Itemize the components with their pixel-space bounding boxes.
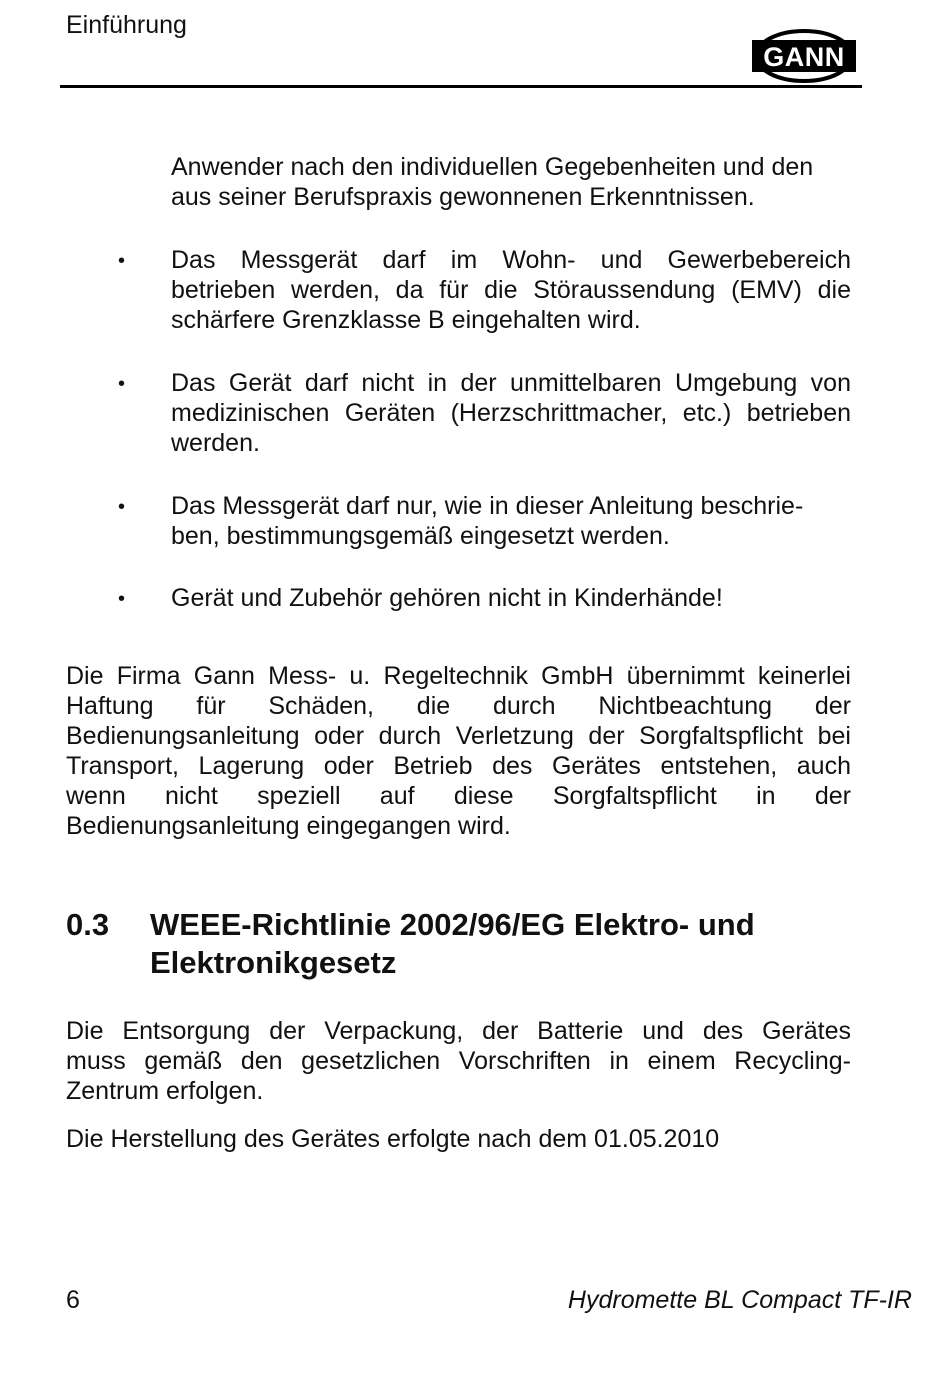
manufacture-date-text: Die Herstellung des Gerätes erfolgte nach dem 01.05.2010 [66, 1125, 720, 1153]
section-title-line-2: Elektronikgesetz [150, 945, 397, 980]
section-title-line-1: WEEE-Richtlinie 2002/96/EG Elektro- und [150, 907, 755, 942]
bullet-icon: • [118, 588, 126, 610]
disposal-line-3: Zentrum erfolgen. [66, 1077, 264, 1105]
gann-logo [752, 22, 856, 86]
svg-text:GANN: GANN [763, 42, 845, 72]
liability-line-4: Transport, Lagerung oder Betrieb des Gerätes entstehen, auch [66, 752, 851, 780]
section-number: 0.3 [66, 907, 110, 942]
bullet-3-line-2: ben, bestimmungsgemäß eingesetzt werden. [171, 522, 670, 550]
continuation-line-2: aus seiner Berufspraxis gewonnenen Erkenntnissen. [171, 183, 755, 211]
continuation-line-1: Anwender nach den individuellen Gegebenheiten und den [171, 153, 814, 181]
bullet-icon: • [118, 373, 126, 395]
liability-line-2: Haftung für Schäden, die durch Nichtbeachtung der [66, 692, 851, 720]
bullet-1-line-3: schärfere Grenzklasse B eingehalten wird. [171, 306, 641, 334]
bullet-2-line-1: Das Gerät darf nicht in der unmittelbaren Umgebung von [171, 369, 851, 397]
bullet-1-line-1: Das Messgerät darf im Wohn- und Gewerbebereich [171, 246, 851, 274]
bullet-icon: • [118, 496, 126, 518]
liability-line-3: Bedienungsanleitung oder durch Verletzung der Sorgfaltspflicht bei [66, 722, 851, 750]
liability-line-6: Bedienungsanleitung eingegangen wird. [66, 812, 511, 840]
bullet-icon: • [118, 250, 126, 272]
disposal-line-1: Die Entsorgung der Verpackung, der Batterie und des Gerätes [66, 1017, 851, 1045]
bullet-4-line-1: Gerät und Zubehör gehören nicht in Kinderhände! [171, 584, 723, 612]
bullet-1-line-2: betrieben werden, da für die Störaussendung (EMV) die [171, 276, 851, 304]
disposal-line-2: muss gemäß den gesetzlichen Vorschriften in einem Recycling- [66, 1047, 851, 1075]
bullet-3-line-1: Das Messgerät darf nur, wie in dieser Anleitung beschrie- [171, 492, 804, 520]
bullet-2-line-2: medizinischen Geräten (Herzschrittmacher, etc.) betrieben [171, 399, 851, 427]
page-number: 6 [66, 1286, 80, 1314]
liability-line-5: wenn nicht speziell auf diese Sorgfaltspflicht in der [66, 782, 851, 810]
footer-product-title: Hydromette BL Compact TF-IR [567, 1286, 912, 1314]
header-rule [60, 85, 862, 88]
bullet-2-line-3: werden. [171, 429, 260, 457]
liability-line-1: Die Firma Gann Mess- u. Regeltechnik GmbH übernimmt keinerlei [66, 662, 851, 690]
header-section-title: Einführung [66, 11, 187, 39]
